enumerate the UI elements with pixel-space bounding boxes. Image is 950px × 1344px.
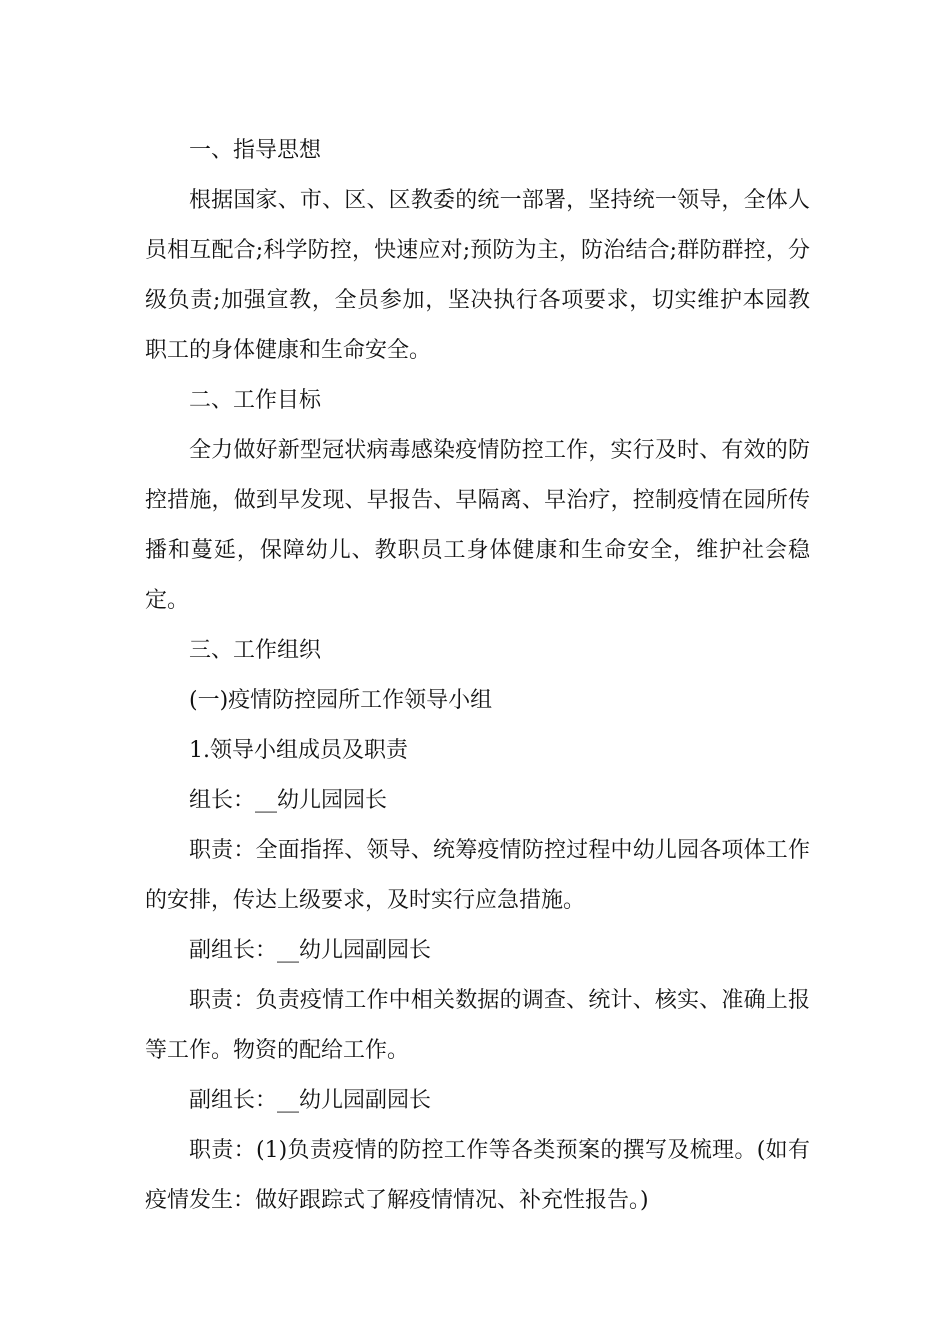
section-heading-work-organization: 三、工作组织: [189, 638, 322, 663]
document-body: [145, 126, 810, 1226]
paragraph-deputy-1-duties: 职责：负责疫情工作中相关数据的调查、统计、核实、准确上报等工作。物资的配给工作。: [145, 988, 810, 1063]
paragraph-work-goals: 全力做好新型冠状病毒感染疫情防控工作，实行及时、有效的防控措施，做到早发现、早报告、早隔离、早治疗，控制疫情在园所传播和蔓延，保障幼儿、教职员工身体健康和生命安全，维护社会稳定。: [145, 438, 810, 613]
paragraph-deputy-2-duties: 职责：(1)负责疫情的防控工作等各类预案的撰写及梳理。(如有疫情发生：做好跟踪式了解疫情情况、补充性报告。): [145, 1138, 810, 1213]
line-deputy-leader-2: 副组长：__幼儿园副园长: [189, 1088, 432, 1113]
line-group-leader: 组长：__幼儿园园长: [189, 788, 388, 813]
subheading-members-duties: 1.领导小组成员及职责: [189, 738, 408, 763]
line-deputy-leader-1: 副组长：__幼儿园副园长: [189, 938, 432, 963]
section-heading-guiding-ideology: 一、指导思想: [189, 138, 322, 163]
paragraph-leader-duties: 职责：全面指挥、领导、统筹疫情防控过程中幼儿园各项体工作的安排，传达上级要求，及时实行应急措施。: [145, 838, 810, 913]
subheading-leading-group: (一)疫情防控园所工作领导小组: [189, 688, 493, 713]
section-heading-work-goals: 二、工作目标: [189, 388, 322, 413]
paragraph-guiding-ideology: 根据国家、市、区、区教委的统一部署，坚持统一领导，全体人员相互配合;科学防控，快速应对;预防为主，防治结合;群防群控，分级负责;加强宣教，全员参加，坚决执行各项要求，切实维护本园教职工的身体健康和生命安全。: [145, 188, 810, 363]
